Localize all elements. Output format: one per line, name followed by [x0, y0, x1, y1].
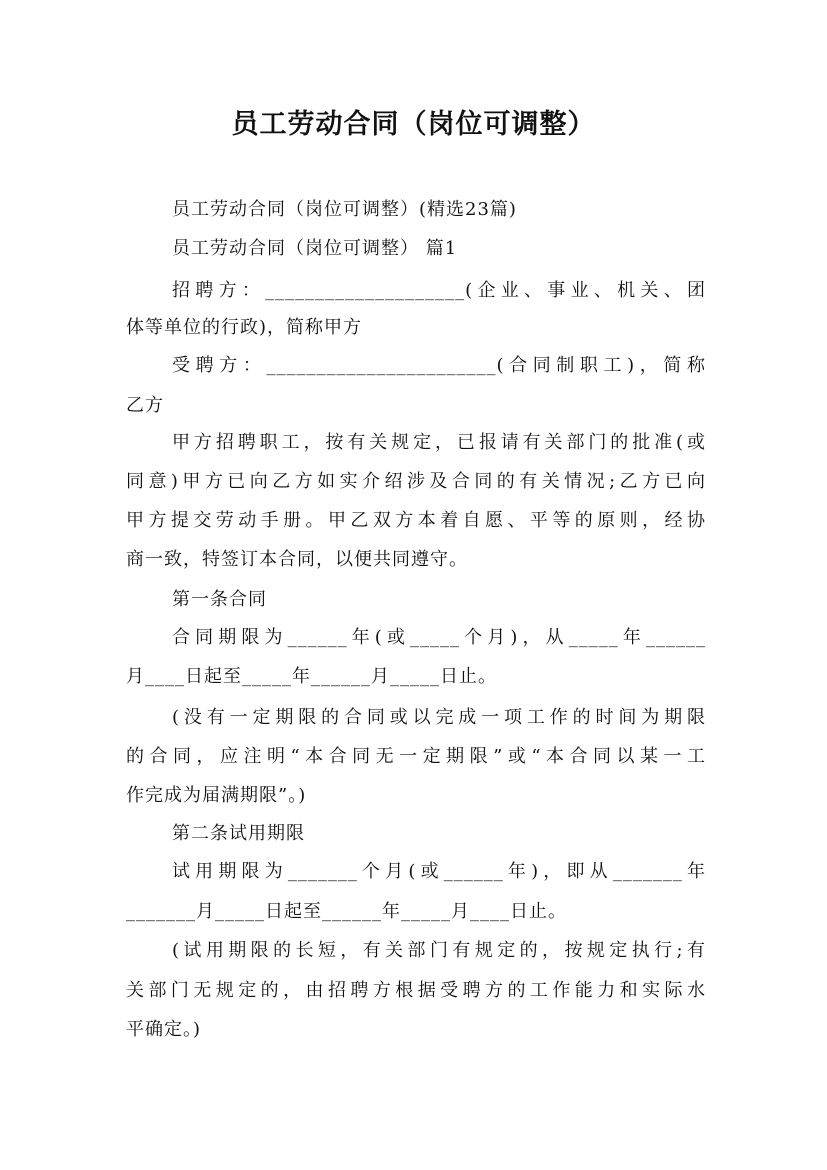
probation-field-line: 试用期限为_______个月(或______年)，即从_______年 — [172, 861, 706, 882]
paragraph-line: 甲方招聘职工，按有关规定，已报请有关部门的批准(或 — [172, 432, 706, 453]
page-title: 员工劳动合同（岗位可调整） — [231, 109, 596, 140]
paragraph-line: 商一致，特签订本合同，以便共同遵守。 — [126, 549, 468, 570]
article-heading: 第一条合同 — [172, 589, 267, 610]
paragraph-line: 甲方提交劳动手册。甲乙双方本着自愿、平等的原则，经协 — [126, 510, 706, 531]
note-line: (试用期限的长短，有关部门有规定的，按规定执行;有 — [172, 940, 706, 961]
note-line: 关部门无规定的，由招聘方根据受聘方的工作能力和实际水 — [126, 980, 706, 1001]
note-line: 的合同，应注明“本合同无一定期限”或“本合同以某一工 — [126, 746, 706, 767]
article-heading: 第二条试用期限 — [172, 823, 305, 844]
paragraph-line: 同意)甲方已向乙方如实介绍涉及合同的有关情况;乙方已向 — [126, 471, 706, 492]
doc-subtitle: 员工劳动合同（岗位可调整）(精选23篇) — [172, 199, 517, 220]
employee-field-line-cont: 乙方 — [126, 395, 164, 416]
note-line: 作完成为届满期限”。) — [126, 785, 307, 806]
term-field-line-cont: 月____日起至_____年______月_____日止。 — [126, 666, 497, 687]
section-heading: 员工劳动合同（岗位可调整） 篇1 — [172, 238, 458, 259]
note-line: 平确定。) — [126, 1019, 202, 1040]
probation-field-line-cont: _______月_____日起至______年_____月____日止。 — [126, 901, 567, 922]
term-field-line: 合同期限为______年(或_____个月)，从_____年______ — [172, 627, 706, 648]
note-line: (没有一定期限的合同或以完成一项工作的时间为期限 — [172, 707, 706, 728]
employer-field-line-cont: 体等单位的行政)，简称甲方 — [126, 317, 363, 338]
employer-field-line: 招聘方：____________________(企业、事业、机关、团 — [172, 280, 706, 301]
employee-field-line: 受聘方：_______________________(合同制职工)，简称 — [172, 355, 706, 376]
